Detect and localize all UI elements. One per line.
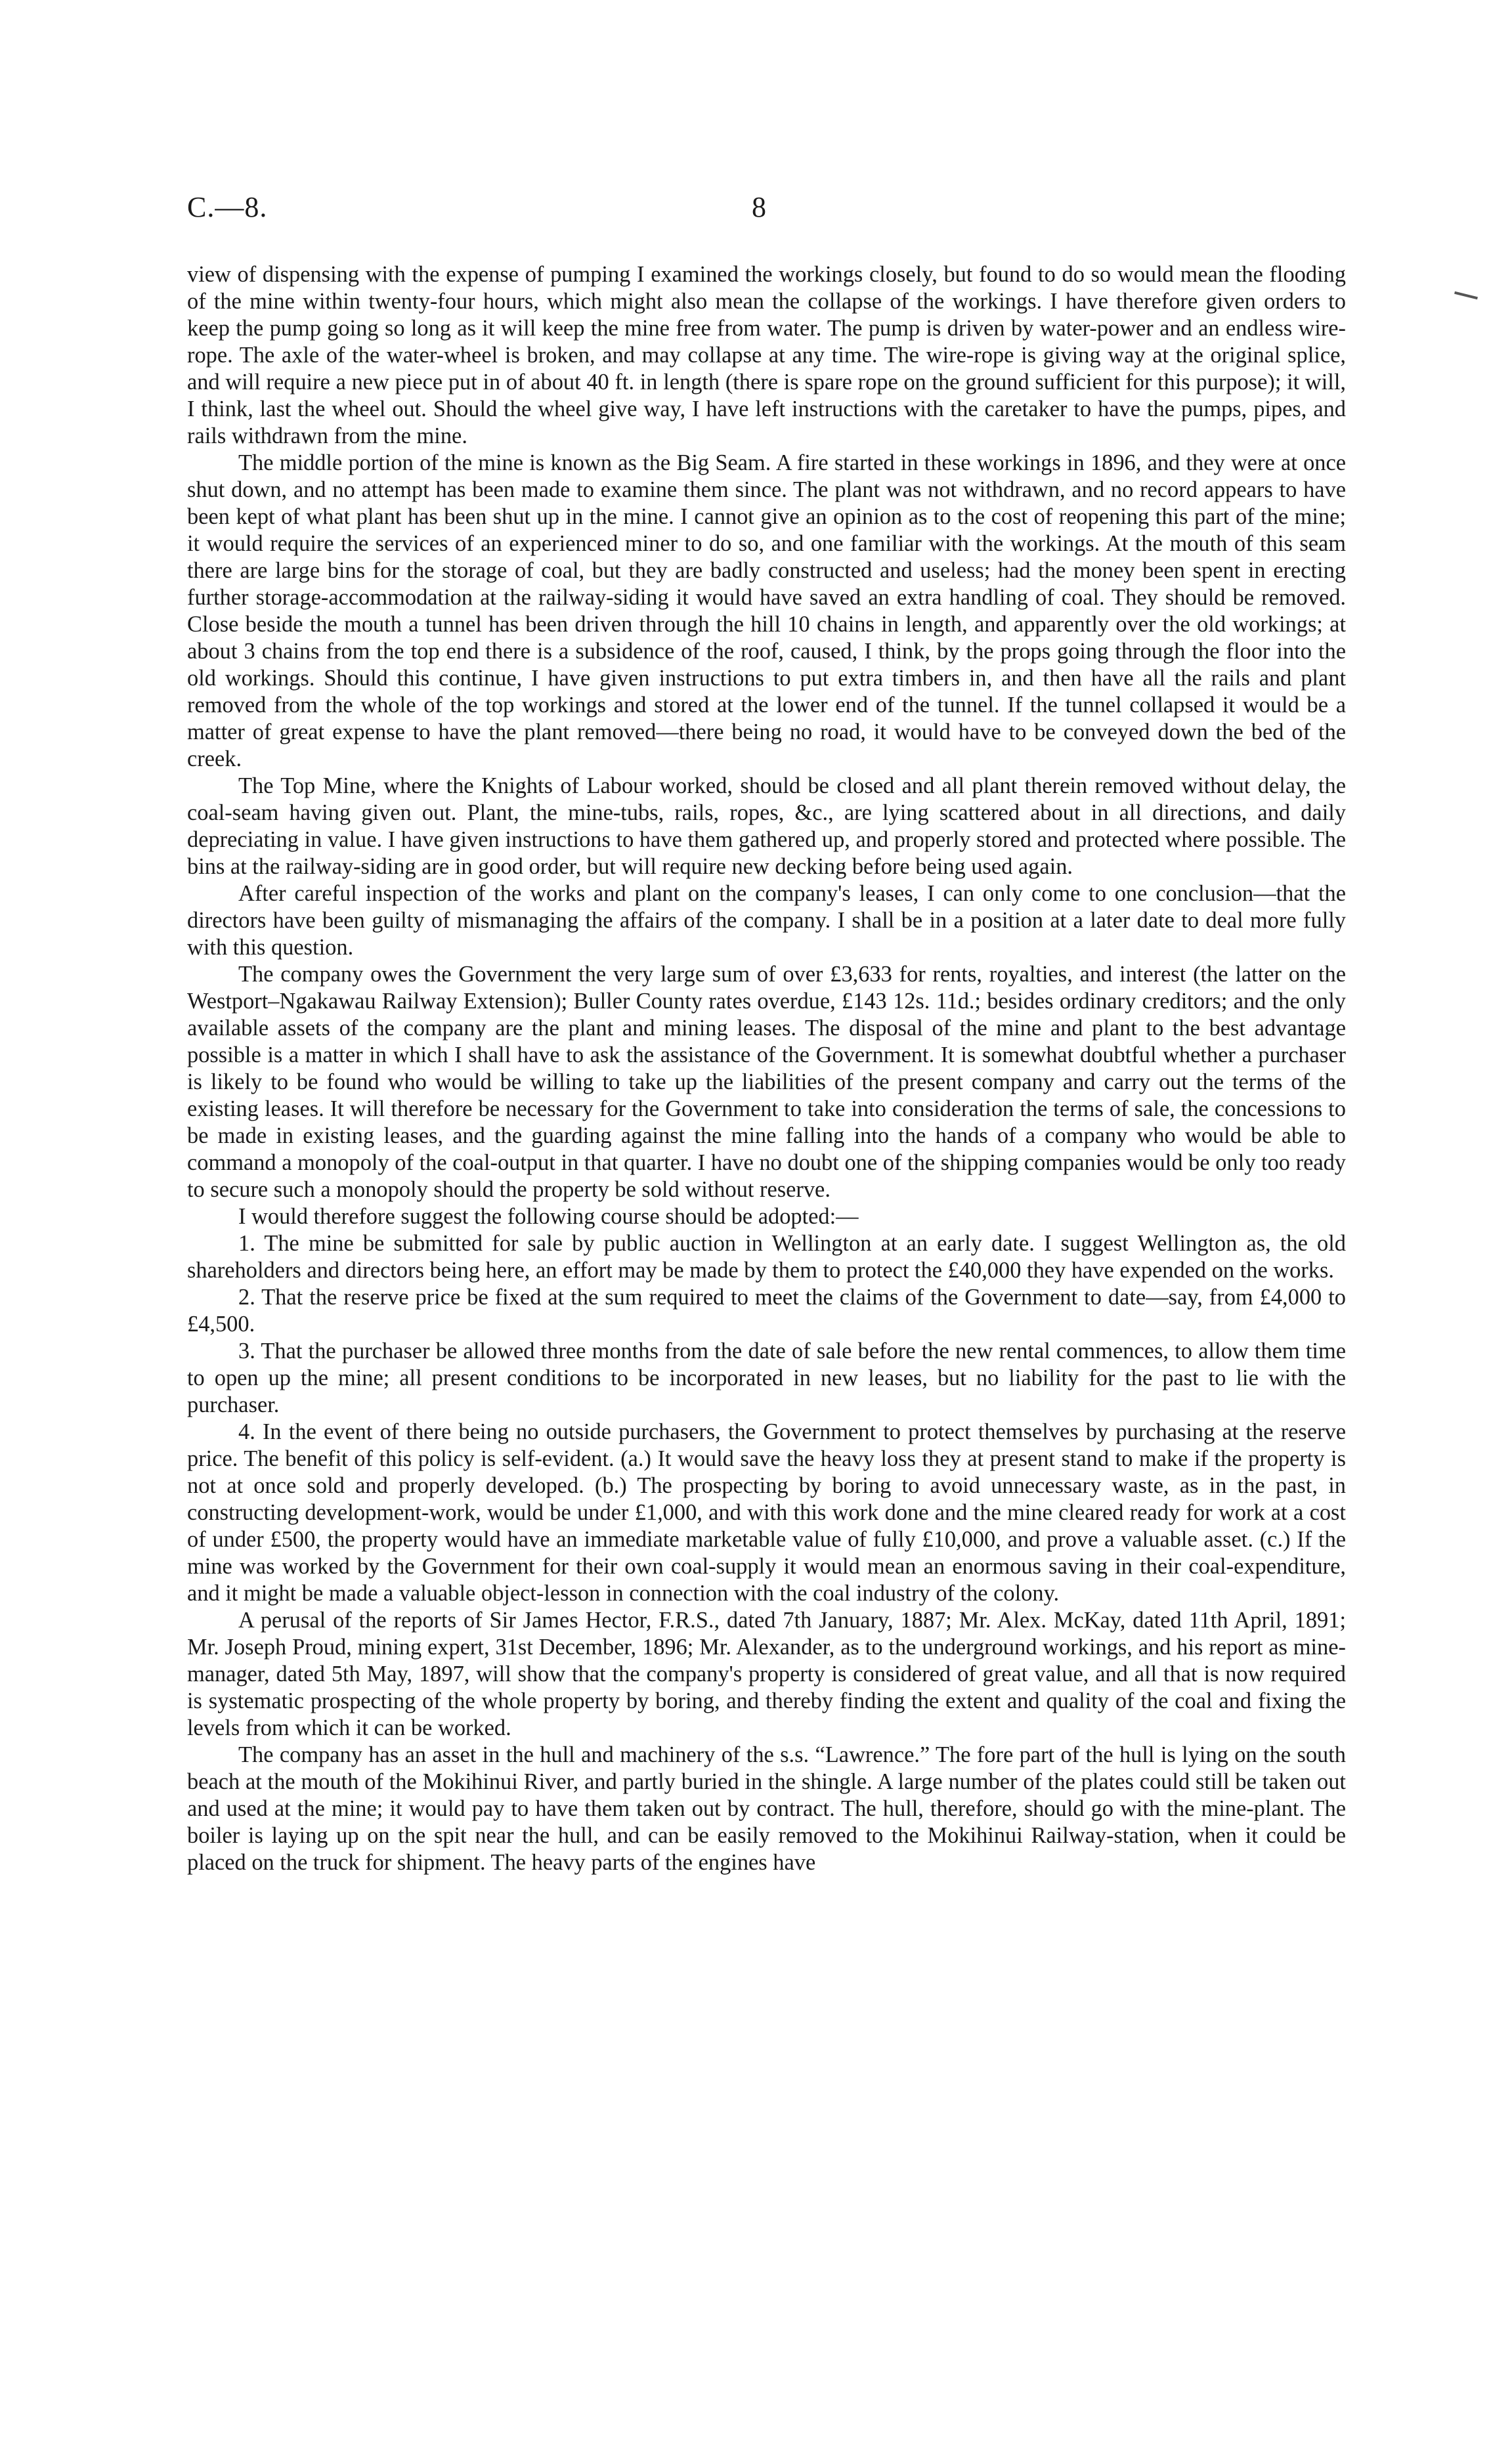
- paragraph-reports-perusal: A perusal of the reports of Sir James Hector, F.R.S., dated 7th January, 1887; Mr. Alex. McKay, dated 11th April, 1891; Mr. Joseph Proud, mining expert, 31st December, 1896; Mr. Alexander, as to the underground workings, and his report as mine-manager, dated 5th May, 1897, will show that the company's property is considered of great value, and all that is now required is systematic prospecting of the whole property by boring, and thereby finding the extent and quality of the coal and fixing the levels from which it can be worked.: [187, 1608, 1346, 1740]
- report-body: [187, 261, 1346, 1876]
- paragraph-lawrence-hull: The company has an asset in the hull and machinery of the s.s. “Lawrence.” The fore part of the hull is lying on the south beach at the mouth of the Mokihinui River, and partly buried in the shingle. A large number of the plates could still be taken out and used at the mine; it would pay to have them taken out by contract. The hull, therefore, should go with the mine-plant. The boiler is laying up on the spit near the hull, and can be easily removed to the Mokihinui Railway-station, when it could be placed on the truck for shipment. The heavy parts of the engines have: [187, 1742, 1346, 1875]
- suggestion-item-3: 3. That the purchaser be allowed three months from the date of sale before the new rental commences, to allow them time to open up the mine; all present conditions to be incorporated in new leases, but no liability for the past to lie with the purchaser.: [187, 1339, 1346, 1417]
- page-header: [181, 190, 1349, 230]
- paragraph-liabilities: The company owes the Government the very large sum of over £3,633 for rents, royalties, and interest (the latter on the Westport–Ngakawau Railway Extension); Buller County rates overdue, £143 12s. 11d.; besides ordinary creditors; and the only available assets of the company are the plant and mining leases. The disposal of the mine and plant to the best advantage possible is a matter in which I shall have to ask the assistance of the Government. It is somewhat doubtful whether a purchaser is likely to be found who would be willing to take up the liabilities of the present company and carry out the terms of the existing leases. It will therefore be necessary for the Government to take into consideration the terms of sale, the concessions to be made in existing leases, and the guarding against the mine falling into the hands of a company who would be able to command a monopoly of the coal-output in that quarter. I have no doubt one of the shipping companies would be only too ready to secure such a monopoly should the property be sold without reserve.: [187, 962, 1346, 1202]
- suggestion-item-4: 4. In the event of there being no outside purchasers, the Government to protect themselves by purchasing at the reserve price. The benefit of this policy is self-evident. (a.) It would save the heavy loss they at present stand to make if the property is not at once sold and properly developed. (b.) The prospecting by boring to avoid unnecessary waste, as in the past, in constructing development-work, would be under £1,000, and with this work done and the mine cleared ready for work at a cost of under £500, the property would have an immediate marketable value of fully £10,000, and prove a valuable asset. (c.) If the mine was worked by the Government for their own coal-supply it would mean an enormous saving in their coal-expenditure, and it might be made a valuable object-lesson in connection with the coal industry of the colony.: [187, 1419, 1346, 1606]
- margin-pen-mark: [1454, 291, 1478, 300]
- page-number: 8: [752, 191, 766, 223]
- report-reference: C.—8.: [187, 191, 268, 223]
- paragraph-top-mine: The Top Mine, where the Knights of Labour worked, should be closed and all plant therein removed without delay, the coal-seam having given out. Plant, the mine-tubs, rails, ropes, &c., are lying scattered about in all directions, and daily depreciating in value. I have given instructions to have them gathered up, and properly stored and protected where possible. The bins at the railway-siding are in good order, but will require new decking before being used again.: [187, 773, 1346, 879]
- suggestion-item-1: 1. The mine be submitted for sale by public auction in Wellington at an early date. I suggest Wellington as, the old shareholders and directors being here, an effort may be made by them to protect the £40,000 they have expended on the works.: [187, 1231, 1346, 1283]
- paragraph-conclusion: After careful inspection of the works and plant on the company's leases, I can only come to one conclusion—that the directors have been guilty of mismanaging the affairs of the company. I shall be in a position at a later date to deal more fully with this question.: [187, 881, 1346, 960]
- paragraph-pump-continuation: view of dispensing with the expense of pumping I examined the workings closely, but found to do so would mean the flooding of the mine within twenty-four hours, which might also mean the collapse of the workings. I have therefore given orders to keep the pump going so long as it will keep the mine free from water. The pump is driven by water-power and an endless wire-rope. The axle of the water-wheel is broken, and may collapse at any time. The wire-rope is giving way at the original splice, and will require a new piece put in of about 40 ft. in length (there is spare rope on the ground sufficient for this purpose); it will, I think, last the wheel out. Should the wheel give way, I have left instructions with the caretaker to have the pumps, pipes, and rails withdrawn from the mine.: [187, 262, 1346, 448]
- paragraph-suggestion-intro: I would therefore suggest the following course should be adopted:—: [238, 1204, 859, 1229]
- paragraph-big-seam: The middle portion of the mine is known as the Big Seam. A fire started in these workings in 1896, and they were at once shut down, and no attempt has been made to examine them since. The plant was not withdrawn, and no record appears to have been kept of what plant has been shut up in the mine. I cannot give an opinion as to the cost of reopening this part of the mine; it would require the services of an experienced miner to do so, and one familiar with the workings. At the mouth of this seam there are large bins for the storage of coal, but they are badly constructed and useless; had the money been spent in erecting further storage-accommodation at the railway-siding it would have saved an extra handling of coal. They should be removed. Close beside the mouth a tunnel has been driven through the hill 10 chains in length, and apparently over the old workings; at about 3 chains from the top end there is a subsidence of the roof, caused, I think, by the props going through the floor into the old workings. Should this continue, I have given instructions to put extra timbers in, and then have all the rails and plant removed from the whole of the top workings and stored at the lower end of the tunnel. If the tunnel collapsed it would be a matter of great expense to have the plant removed—there being no road, it would have to be conveyed down the bed of the creek.: [187, 450, 1346, 771]
- suggestion-item-2: 2. That the reserve price be fixed at the sum required to meet the claims of the Government to date—say, from £4,000 to £4,500.: [187, 1285, 1346, 1337]
